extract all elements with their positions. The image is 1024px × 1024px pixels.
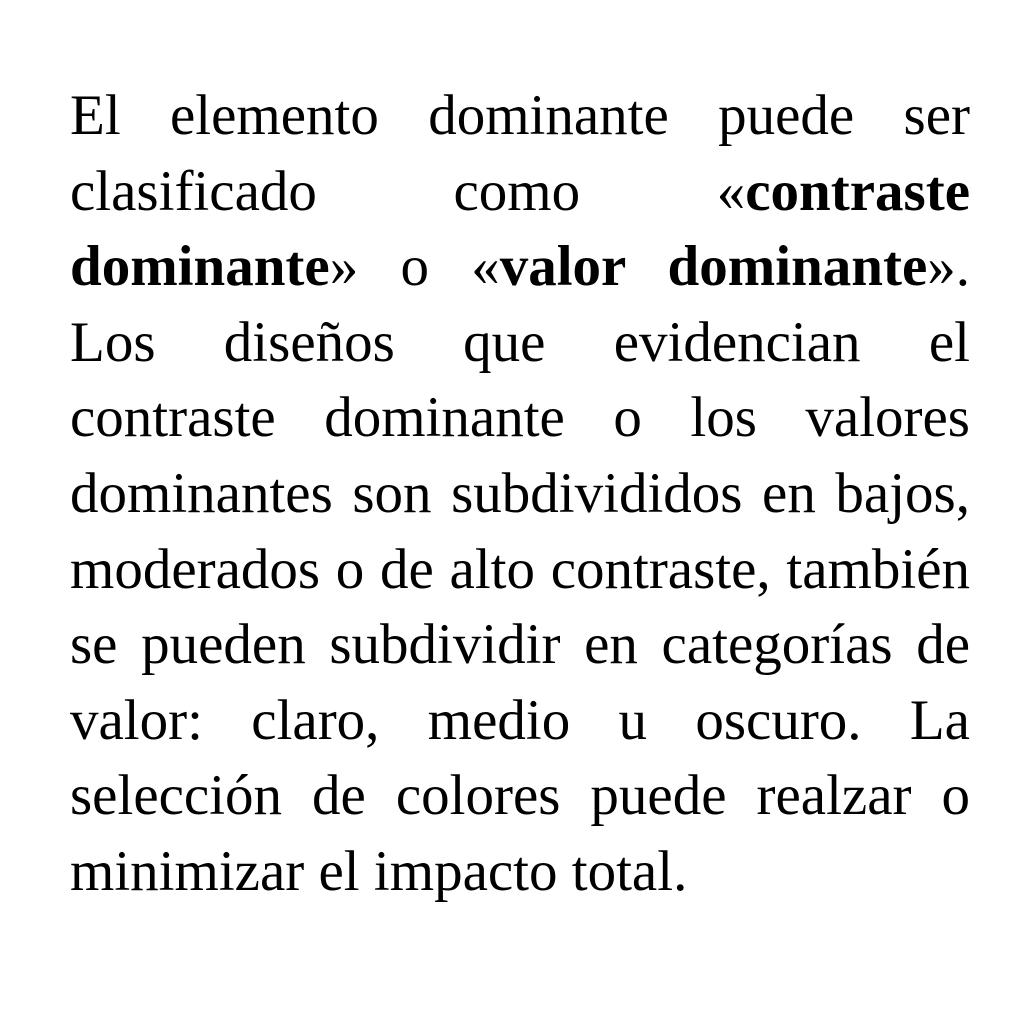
paragraph-text-1: El elemento dominante puede ser clasificado como « — [70, 84, 970, 223]
document-page — [70, 78, 970, 910]
term-valor-dominante: valor dominante — [499, 235, 928, 299]
body-paragraph — [70, 78, 970, 910]
paragraph-text-3: ». Los diseños que evidencian el contraste dominante o los valores dominantes son subdivididos en bajos, moderados o de alto contraste, también se pueden subdividir en categorías de valor: claro, medio u oscuro. La selección de colores puede realzar o minimizar el impacto total. — [70, 235, 971, 903]
term-contraste-dominante: contraste dominante — [70, 159, 970, 299]
paragraph-text-2: » o « — [329, 235, 500, 299]
